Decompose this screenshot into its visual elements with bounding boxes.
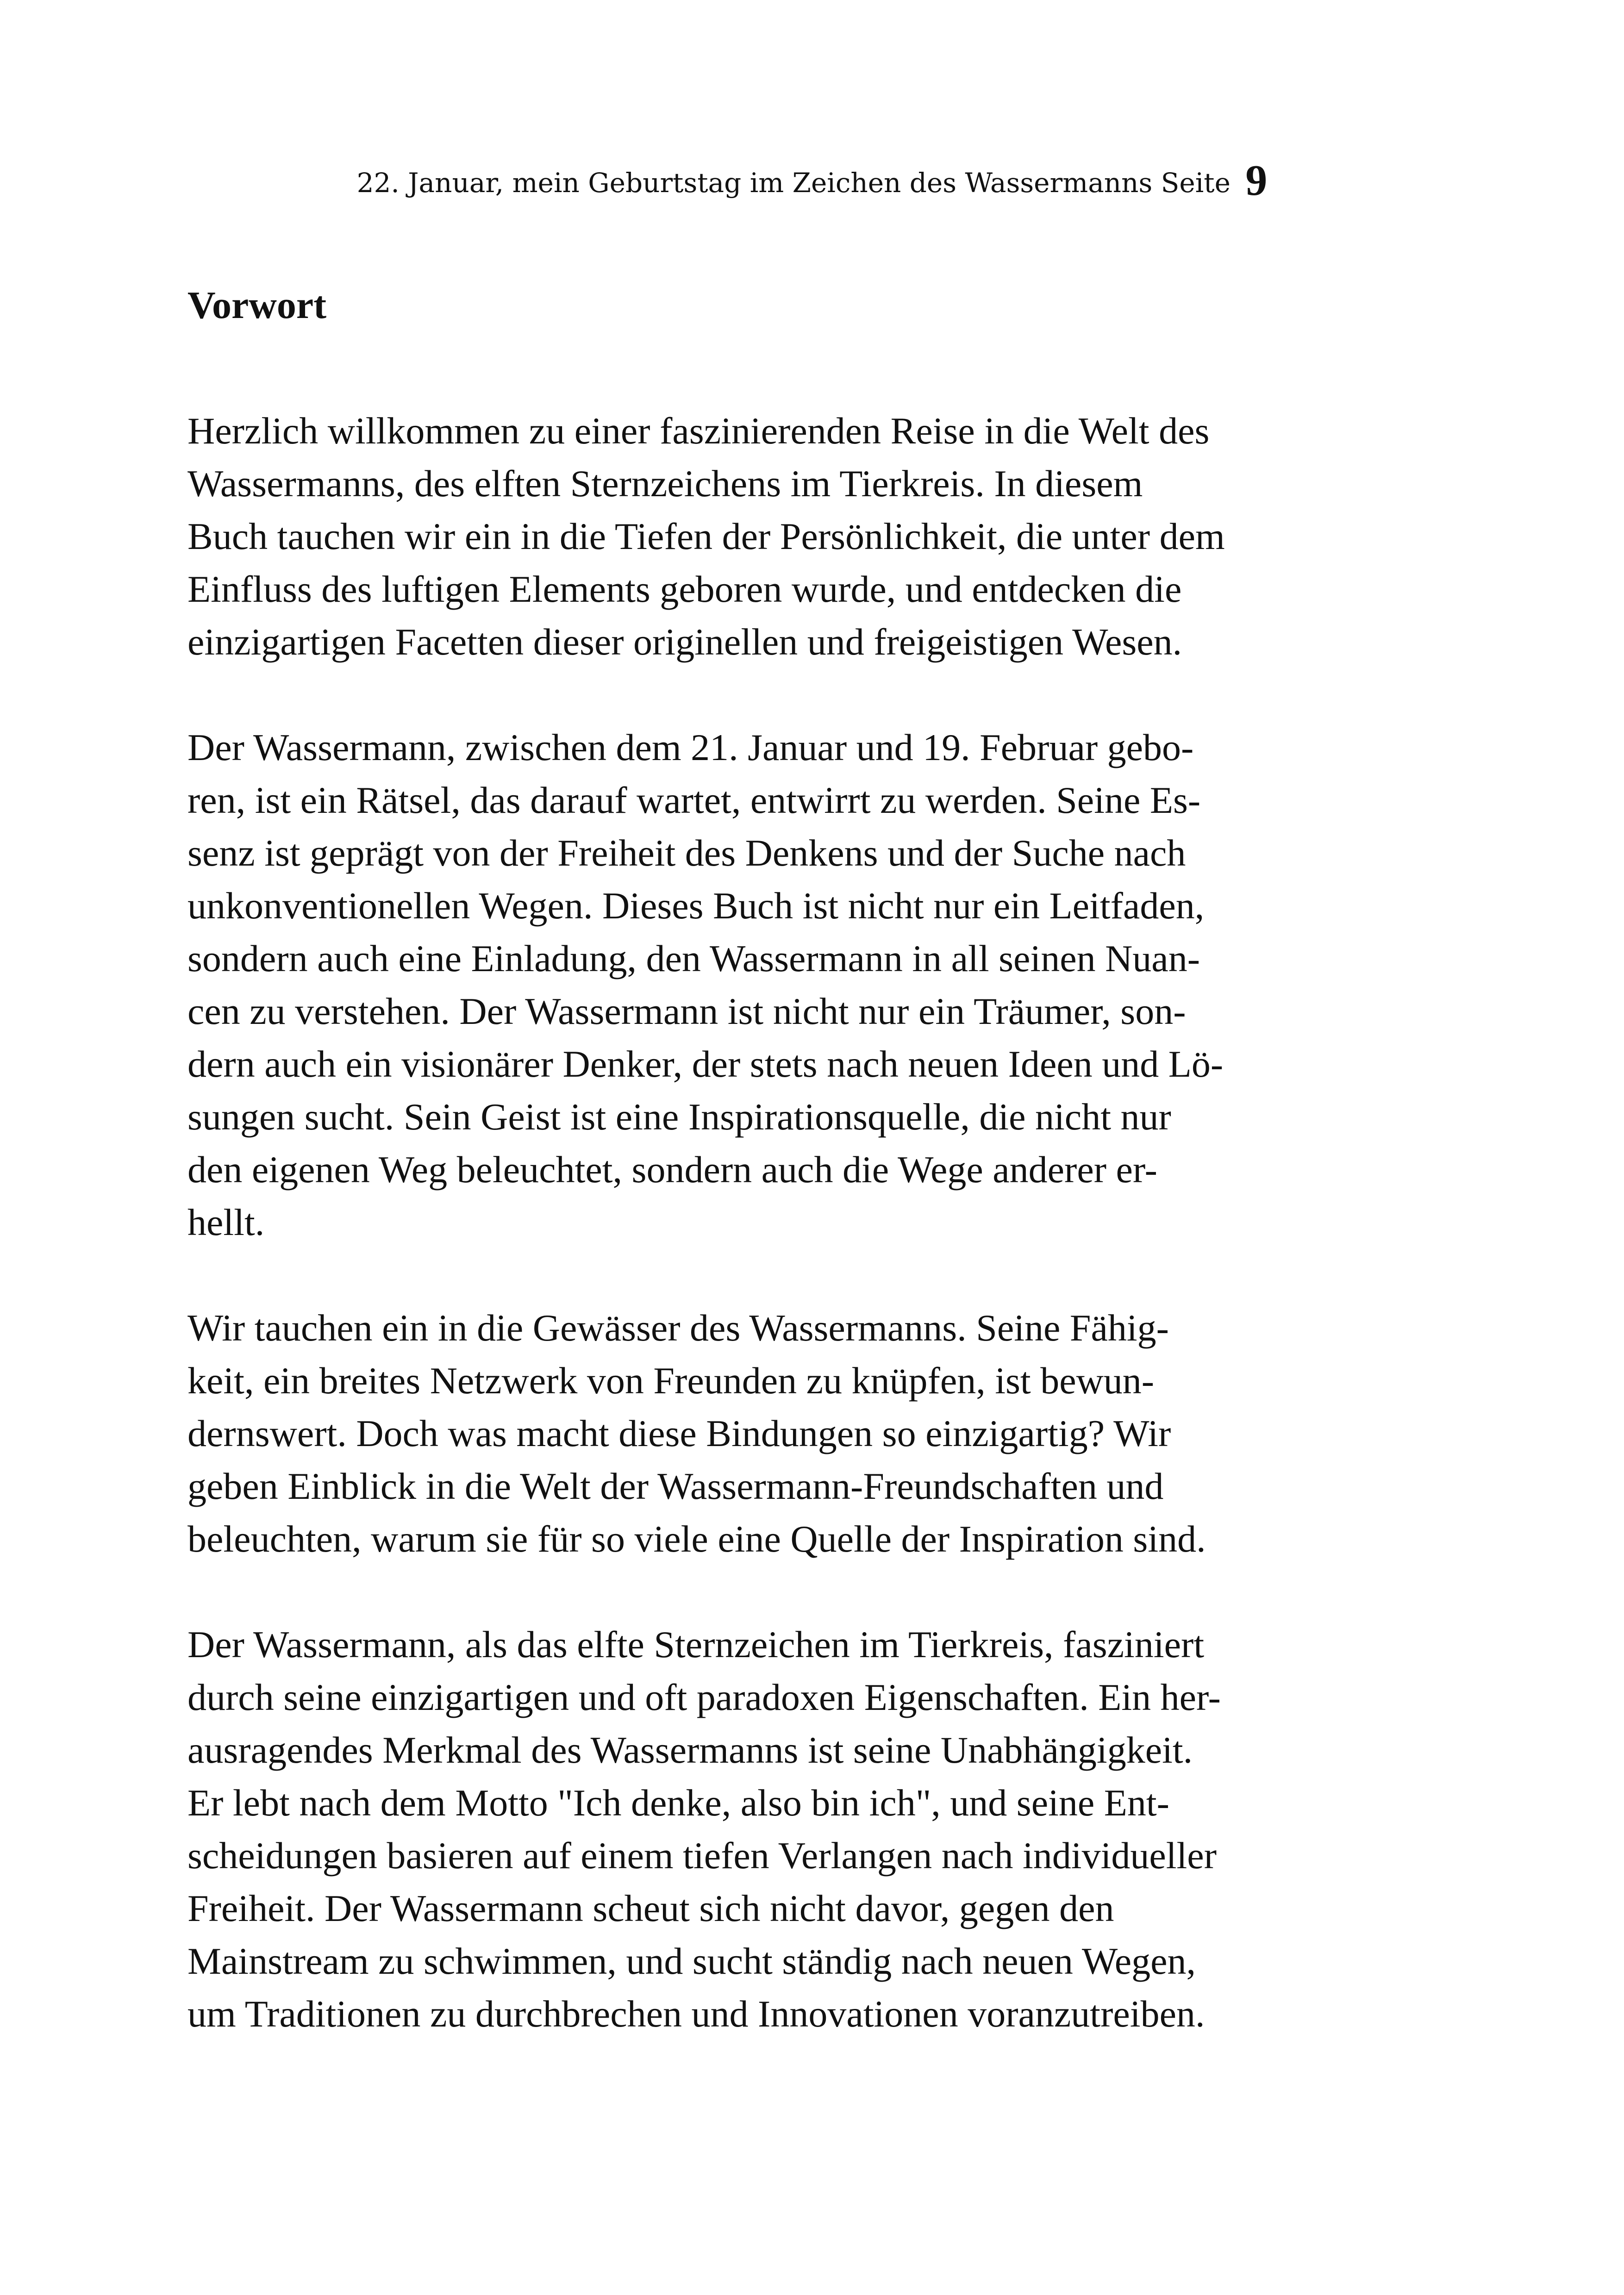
text-line: Wassermanns, des elften Sternzeichens im Tierkreis. In diesem xyxy=(187,462,1143,505)
text-line: geben Einblick in die Welt der Wassermann-Freundschaften und xyxy=(187,1465,1164,1507)
chapter-heading: Vorwort xyxy=(187,284,327,327)
text-line: cen zu verstehen. Der Wassermann ist nicht nur ein Träumer, son- xyxy=(187,990,1186,1032)
text-line: den eigenen Weg beleuchtet, sondern auch die Wege anderer er- xyxy=(187,1148,1157,1191)
paragraph-2 xyxy=(187,721,1479,1249)
text-line: unkonventionellen Wegen. Dieses Buch ist nicht nur ein Leitfaden, xyxy=(187,885,1205,927)
text-line: Freiheit. Der Wassermann scheut sich nicht davor, gegen den xyxy=(187,1887,1114,1929)
text-line: um Traditionen zu durchbrechen und Innovationen voranzutreiben. xyxy=(187,1993,1205,2035)
paragraph-1 xyxy=(187,405,1479,668)
paragraph-4 xyxy=(187,1618,1479,2040)
text-line: Mainstream zu schwimmen, und sucht ständig nach neuen Wegen, xyxy=(187,1940,1196,1982)
text-line: sungen sucht. Sein Geist ist eine Inspirationsquelle, die nicht nur xyxy=(187,1096,1171,1138)
text-line: Der Wassermann, als das elfte Sternzeichen im Tierkreis, fasziniert xyxy=(187,1623,1205,1665)
text-line: einzigartigen Facetten dieser originellen und freigeistigen Wesen. xyxy=(187,621,1182,663)
text-line: durch seine einzigartigen und oft paradoxen Eigenschaften. Ein her- xyxy=(187,1676,1221,1718)
text-line: beleuchten, warum sie für so viele eine Quelle der Inspiration sind. xyxy=(187,1518,1206,1560)
running-header xyxy=(0,156,1624,205)
paragraph-3 xyxy=(187,1302,1479,1565)
text-line: Er lebt nach dem Motto "Ich denke, also bin ich", und seine Ent- xyxy=(187,1782,1169,1824)
text-line: scheidungen basieren auf einem tiefen Verlangen nach individueller xyxy=(187,1834,1217,1877)
text-line: ren, ist ein Rätsel, das darauf wartet, entwirrt zu werden. Seine Es- xyxy=(187,779,1201,821)
text-line: Buch tauchen wir ein in die Tiefen der Persönlichkeit, die unter dem xyxy=(187,515,1225,557)
chapter-content xyxy=(187,280,1479,2040)
text-line: Herzlich willkommen zu einer faszinierenden Reise in die Welt des xyxy=(187,410,1210,452)
running-header-title: 22. Januar, mein Geburtstag im Zeichen des Wassermanns Seite xyxy=(356,167,1230,199)
text-line: Einfluss des luftigen Elements geboren wurde, und entdecken die xyxy=(187,568,1182,610)
text-line: ausragendes Merkmal des Wassermanns ist seine Unabhängigkeit. xyxy=(187,1729,1193,1771)
text-line: keit, ein breites Netzwerk von Freunden zu knüpfen, ist bewun- xyxy=(187,1360,1155,1402)
text-line: Der Wassermann, zwischen dem 21. Januar und 19. Februar gebo- xyxy=(187,726,1194,768)
text-line: dernswert. Doch was macht diese Bindungen so einzigartig? Wir xyxy=(187,1412,1171,1454)
text-line: senz ist geprägt von der Freiheit des Denkens und der Suche nach xyxy=(187,832,1186,874)
text-line: Wir tauchen ein in die Gewässer des Wassermanns. Seine Fähig- xyxy=(187,1307,1169,1349)
text-line: dern auch ein visionärer Denker, der stets nach neuen Ideen und Lö- xyxy=(187,1043,1224,1085)
page-number: 9 xyxy=(1245,156,1268,205)
text-line: sondern auch eine Einladung, den Wassermann in all seinen Nuan- xyxy=(187,937,1200,979)
text-line: hellt. xyxy=(187,1201,265,1243)
